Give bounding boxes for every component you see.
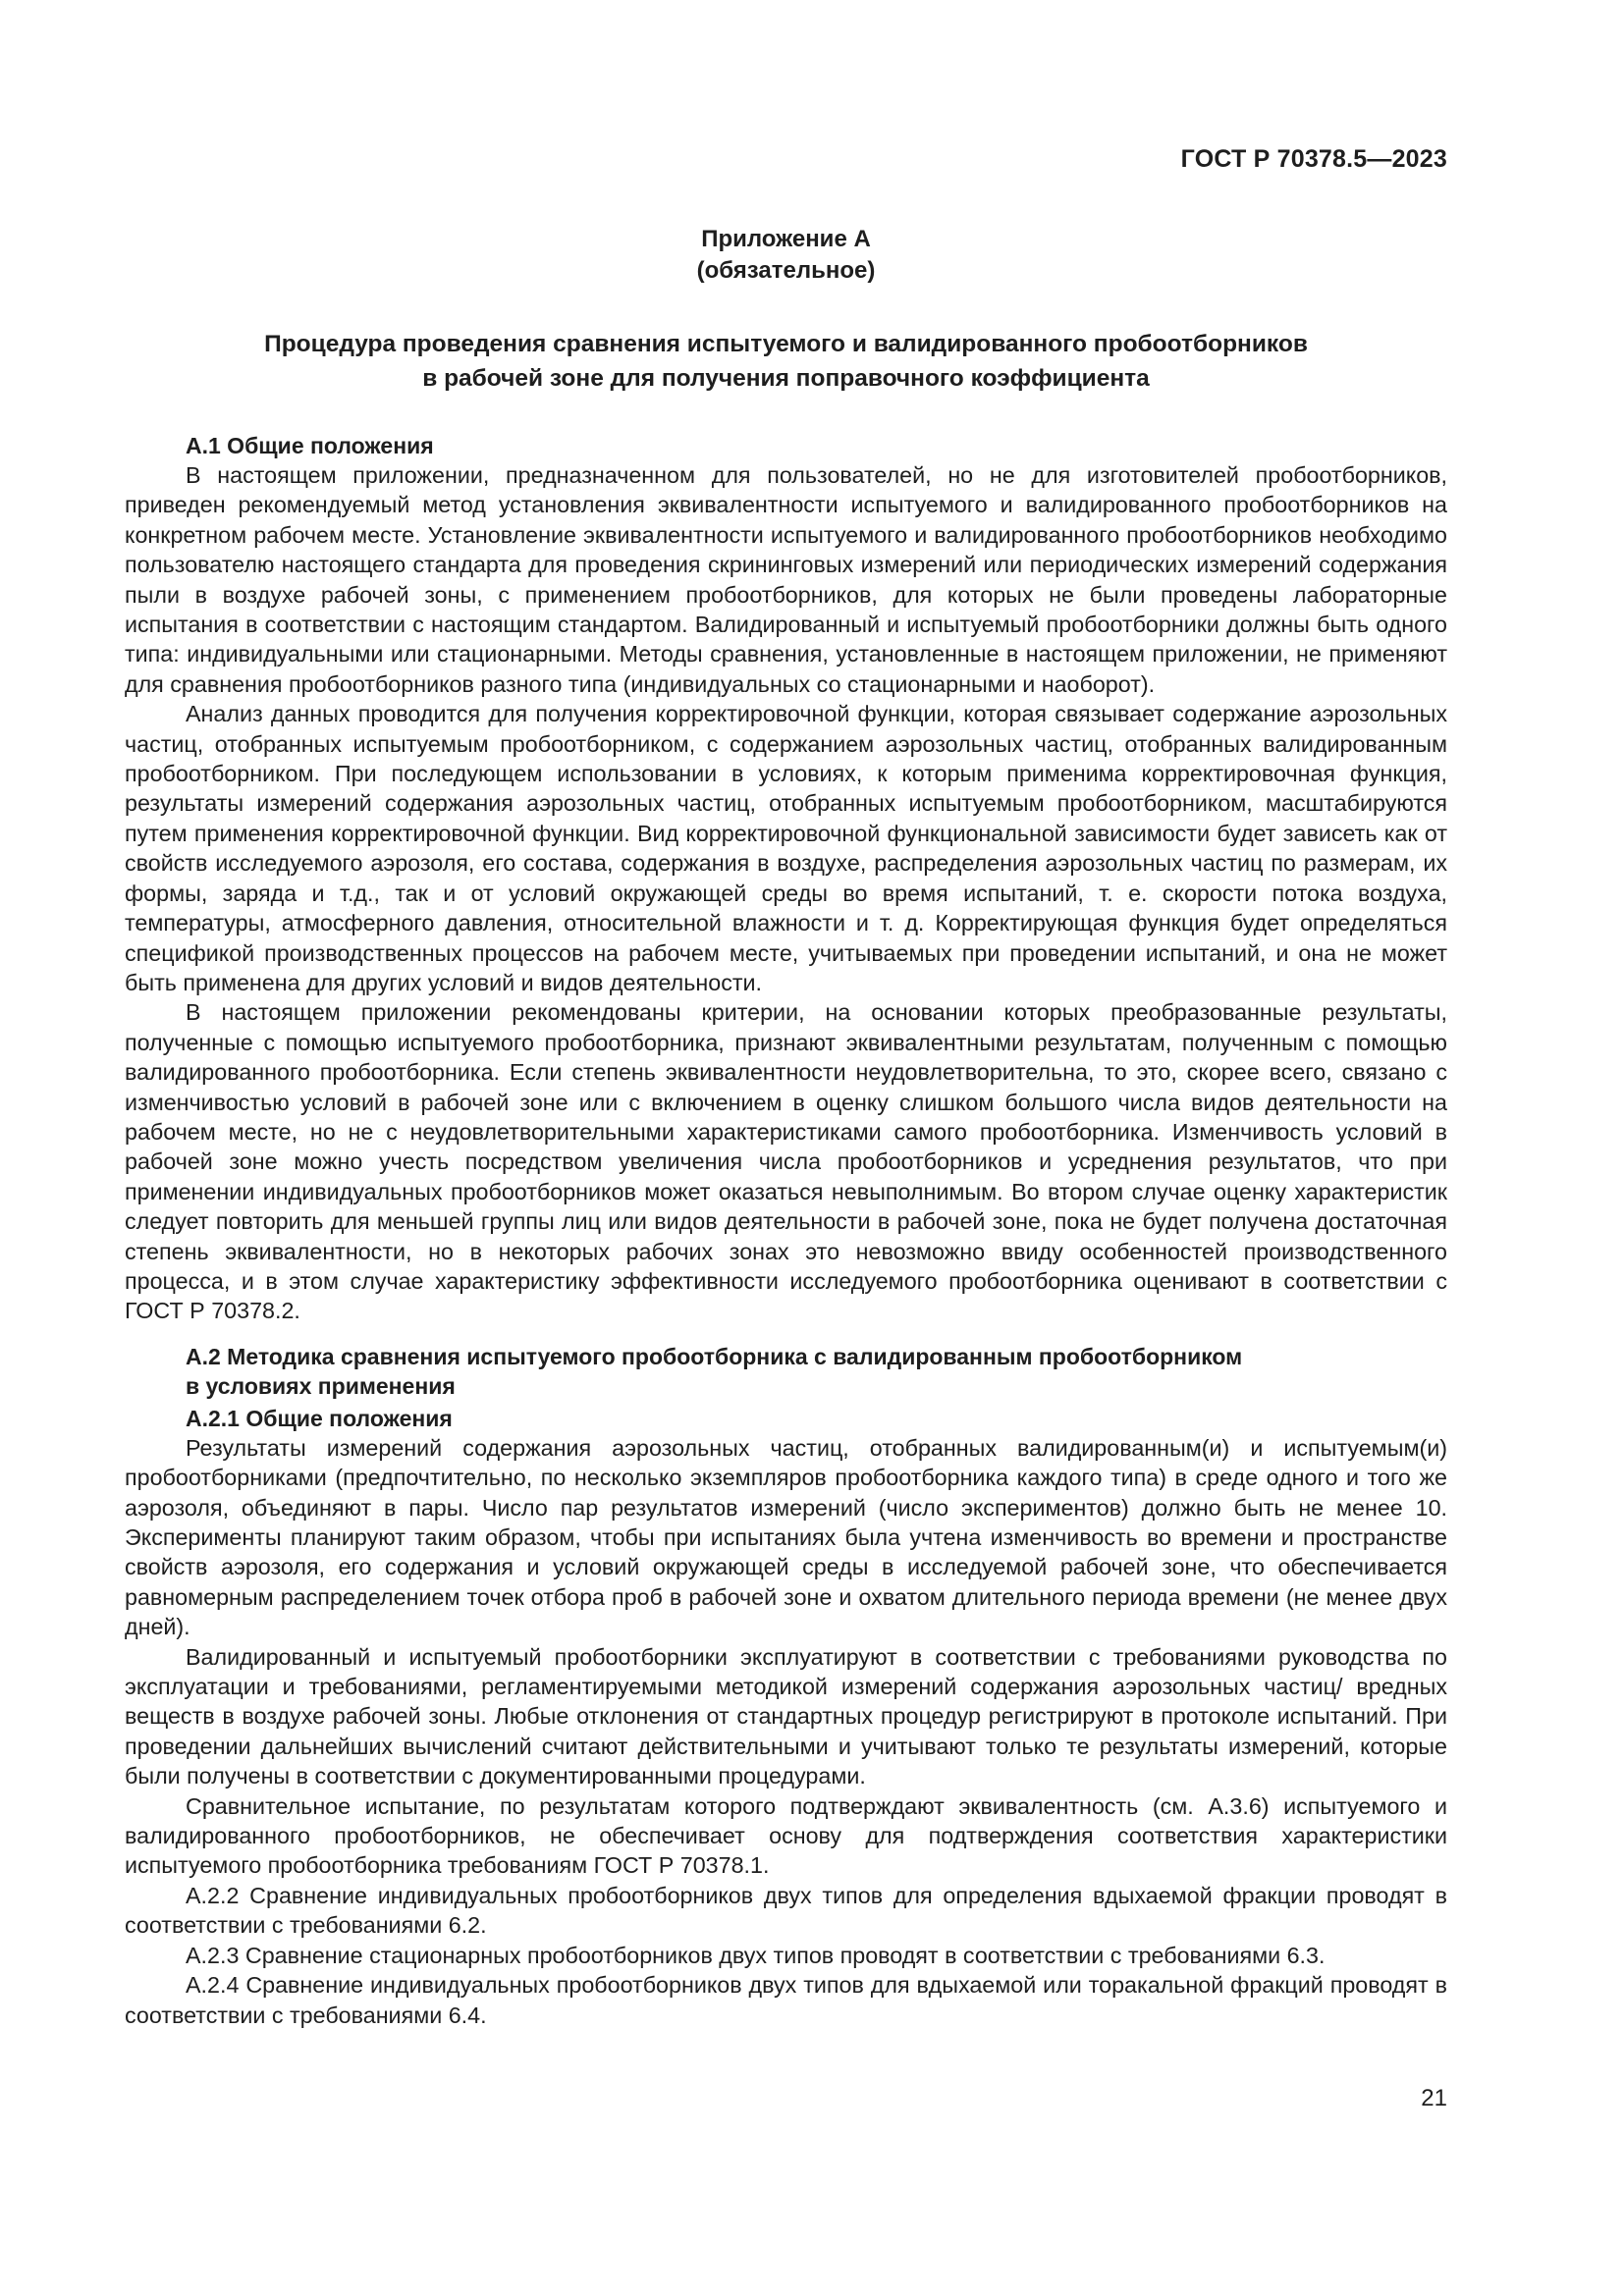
annex-status: (обязательное): [696, 257, 876, 284]
clause-a24: А.2.4 Сравнение индивидуальных пробоотборников двух типов для вдыхаемой или торакальной фракций проводят в соответствии с требованиями 6.4.: [125, 1972, 1447, 2028]
section-a2-heading: [125, 1342, 1447, 1401]
page-content: [125, 224, 1447, 2030]
section-a1-paragraph-1: В настоящем приложении, предназначенном для пользователей, но не для изготовителей пробоотборников, приведен рекомендуемый метод установления эквивалентности испытуемого и валидированного пробоотборников на конкретном рабочем месте. Установление эквивалентности испытуемого и валидированного пробоотборников необходимо пользователю настоящего стандарта для проведения скрининговых измерений или периодических измерений содержания пыли в воздухе рабочей зоны, с применением пробоотборников, для которых не были проведены лабораторные испытания в соответствии с настоящим стандартом. Валидированный и испытуемый пробоотборники должны быть одного типа: индивидуальными или стационарными. Методы сравнения, установленные в настоящем приложении, не применяют для сравнения пробоотборников разного типа (индивидуальных со стационарными и наоборот).: [125, 462, 1447, 697]
clause-a22: А.2.2 Сравнение индивидуальных пробоотборников двух типов для определения вдыхаемой фракции проводят в соответствии с требованиями 6.2.: [125, 1882, 1447, 1939]
document-code: ГОСТ Р 70378.5—2023: [1180, 145, 1447, 173]
section-a21-paragraph-2: Валидированный и испытуемый пробоотборники эксплуатируют в соответствии с требованиями руководства по эксплуатации и требованиями, регламентируемыми методикой измерений содержания аэрозольных частиц/ вредных веществ в воздухе рабочей зоны. Любые отклонения от стандартных процедур регистрируют в протоколе испытаний. При проведении дальнейших вычислений считают действительными и учитывают только те результаты измерений, которые были получены в соответствии с документированными процедурами.: [125, 1643, 1447, 1789]
section-a21-paragraph-3: Сравнительное испытание, по результатам которого подтверждают эквивалентность (см. А.3.6) испытуемого и валидированного пробоотборников, не обеспечивает основу для подтверждения соответствия характеристики испытуемого пробоотборника требованиям ГОСТ Р 70378.1.: [125, 1792, 1447, 1879]
section-a2-heading-line-1: А.2 Методика сравнения испытуемого пробоотборника с валидированным пробоотборником: [186, 1343, 1243, 1369]
section-a1-paragraph-3: В настоящем приложении рекомендованы критерии, на основании которых преобразованные результаты, полученные с помощью испытуемого пробоотборника, признают эквивалентными результатам, полученным с помощью валидированного пробоотборника. Если степень эквивалентности неудовлетворительна, то это, скорее всего, связано с изменчивостью условий в рабочей зоне или с включением в оценку слишком большого числа видов деятельности на рабочем месте, но не с неудовлетворительными характеристиками самого пробоотборника. Изменчивость условий в рабочей зоне можно учесть посредством увеличения числа пробоотборников и усреднения результатов, что при применении индивидуальных пробоотборников может оказаться невыполнимым. Во втором случае оценку характеристик следует повторить для меньшей группы лиц или видов деятельности в рабочей зоне, пока не будет получена достаточная степень эквивалентности, но в некоторых рабочих зонах это невозможно ввиду особенностей производственного процесса, и в этом случае характеристику эффективности исследуемого пробоотборника оценивают в соответствии с ГОСТ Р 70378.2.: [125, 999, 1447, 1324]
annex-title: [125, 327, 1447, 396]
annex-title-line-2: в рабочей зоне для получения поправочного коэффициента: [422, 365, 1150, 392]
annex-label: Приложение А: [701, 226, 871, 252]
section-a21-heading: А.2.1 Общие положения: [186, 1405, 453, 1431]
section-a1-paragraph-2: Анализ данных проводится для получения корректировочной функции, которая связывает содержание аэрозольных частиц, отобранных испытуемым пробоотборником, с содержанием аэрозольных частиц, отобранных валидированным пробоотборником. При последующем использовании в условиях, к которым применима корректировочная функция, результаты измерений содержания аэрозольных частиц, отобранных испытуемым пробоотборником, масштабируются путем применения корректировочной функции. Вид корректировочной функциональной зависимости будет зависеть как от свойств исследуемого аэрозоля, его состава, содержания в воздухе, распределения аэрозольных частиц по размерам, их формы, заряда и т.д., так и от условий окружающей среды во время испытаний, т. е. скорости потока воздуха, температуры, атмосферного давления, относительной влажности и т. д. Корректирующая функция будет определяться спецификой производственных процессов на рабочем месте, учитываемых при проведении испытаний, и она не может быть применена для других условий и видов деятельности.: [125, 701, 1447, 995]
section-a21-paragraph-1: Результаты измерений содержания аэрозольных частиц, отобранных валидированным(и) и испытуемым(и) пробоотборниками (предпочтительно, по несколько экземпляров пробоотборника каждого типа) в среде одного и того же аэрозоля, объединяют в пары. Число пар результатов измерений (число экспериментов) должно быть не менее 10. Эксперименты планируют таким образом, чтобы при испытаниях была учтена изменчивость во времени и пространстве свойств аэрозоля, его содержания и условий окружающей среды в исследуемой рабочей зоне, что обеспечивается равномерным распределением точек отбора проб в рабочей зоне и охватом длительного периода времени (не менее двух дней).: [125, 1434, 1447, 1640]
section-a1-heading: А.1 Общие положения: [186, 433, 434, 458]
page-number: 21: [1421, 2085, 1447, 2111]
section-a2-heading-line-2: в условиях применения: [186, 1372, 456, 1399]
clause-a23: А.2.3 Сравнение стационарных пробоотборников двух типов проводят в соответствии с требованиями 6.3.: [186, 1942, 1326, 1968]
annex-title-line-1: Процедура проведения сравнения испытуемого и валидированного пробоотборников: [264, 331, 1308, 357]
